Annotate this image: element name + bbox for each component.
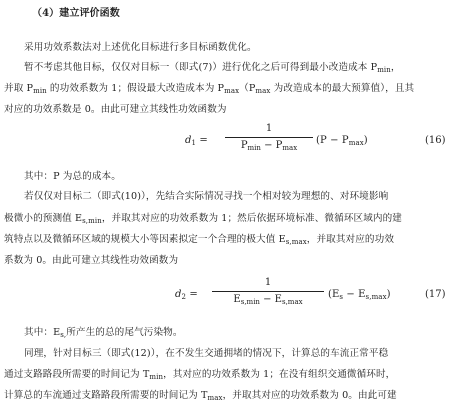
paragraph-line: 采用功效系数法对上述优化目标进行多目标函数优化。 (24, 42, 257, 53)
equation-17-lhs: $d_2$ = (175, 289, 198, 301)
equation-17-fraction: 1 $E_{s,min} - E_{s,max}$ (212, 276, 324, 309)
equation-17-rhs: $(E_s - E_{s,max})$ (328, 289, 391, 301)
paragraph-line: 暂不考虑其他目标，仅仅对目标一（即式(7)）进行优化之后可得到最小改造成本 $P_{min}$， (24, 62, 401, 74)
paragraph-line: 对应的功效系数是 0。由此可建立其线性功效函数为 (4, 104, 227, 115)
paragraph-line: 通过支路路段所需要的时间记为 $T_{min}$，其对应的功效系数为 1；在没有组织交通微循环时， (4, 369, 396, 381)
paragraph-line: 筑特点以及微循环区域的规模大小等因素拟定一个合理的极大值 $E_{s,max}$，并取其对应的功效 (4, 234, 395, 246)
paragraph-line: 系数为 0。由此可建立其线性功效函数为 (4, 255, 179, 266)
paragraph-line: 其中：P 为总的成本。 (24, 171, 121, 182)
equation-16-rhs: $(P - P_{max})$ (316, 135, 368, 147)
paragraph-line: 并取 $P_{min}$ 的功效系数为 1；假设最大改造成本为 $P_{max}(P_{max}$ 为改造成本的最大预算值），且其 (4, 83, 415, 95)
equation-16-fraction: 1 $P_{min} - P_{max}$ (225, 122, 313, 155)
paragraph-line: 若仅仅对目标二（即式(10)），先结合实际情况寻找一个相对较为理想的、对环境影响 (24, 191, 389, 202)
equation-16-lhs: $d_1$ = (185, 135, 208, 147)
paragraph-line: 同理，针对目标三（即式(12)），在不发生交通拥堵的情况下，计算总的车流正常平稳 (24, 348, 389, 359)
section-heading: （4）建立评价函数 (32, 8, 120, 19)
equation-16-number: (16) (425, 135, 446, 146)
paragraph-line: 极微小的预测值 $E_{s,min}$，并取其对应的功效系数为 1；然后依据环境标准、微循环区域内的建 (4, 213, 402, 225)
paragraph-line: 其中：$E_{s,}$所产生的总的尾气污染物。 (24, 327, 183, 339)
paragraph-line: 计算总的车流通过支路路段所需要的时间记为 $T_{max}$，并取其对应的功效系数为 0。由此可建 (4, 390, 397, 402)
equation-17-number: (17) (425, 289, 446, 300)
